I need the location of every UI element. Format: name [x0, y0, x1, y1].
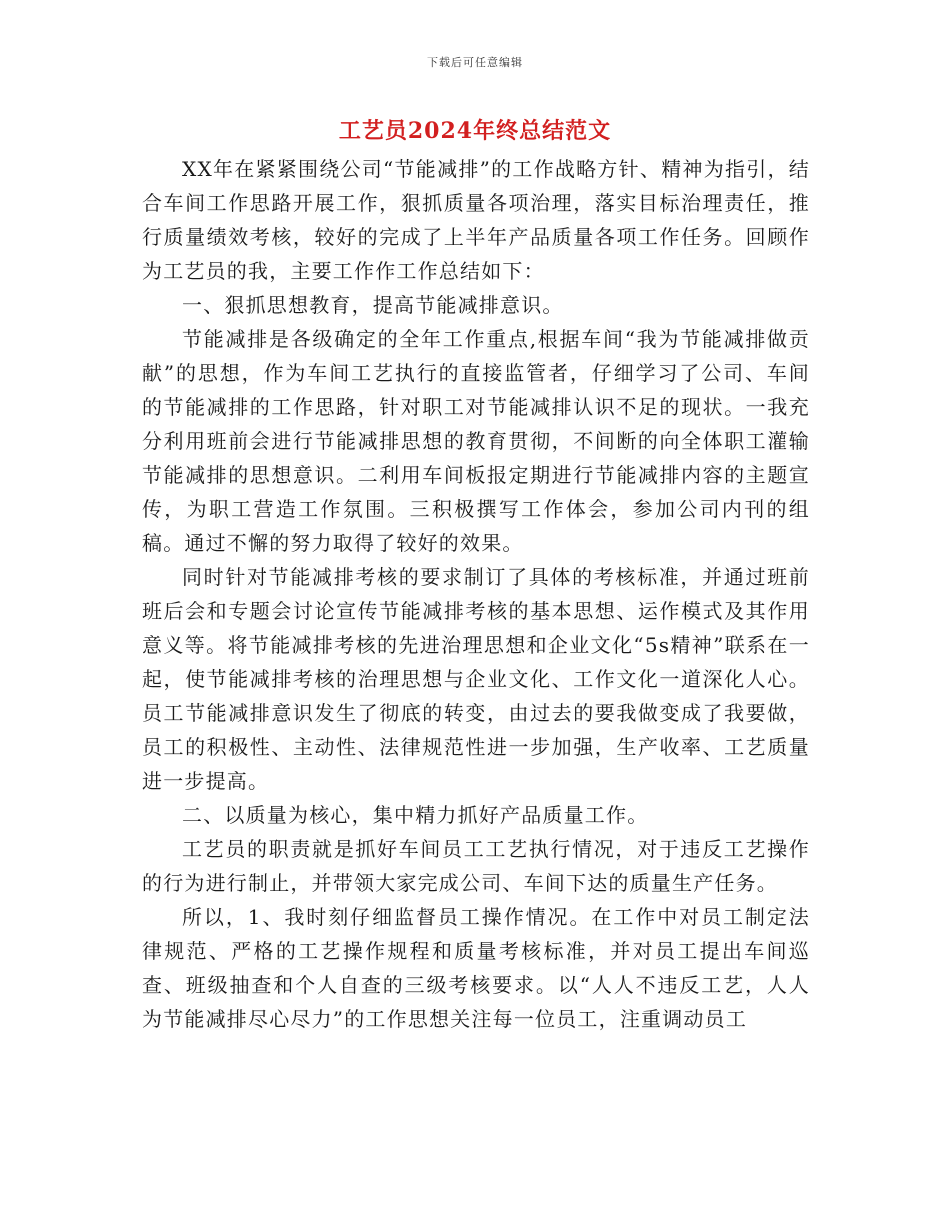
- section-heading-1: 一、狠抓思想教育，提高节能减排意识。: [182, 293, 564, 317]
- document-title: 工艺员2024年终总结范文: [338, 118, 612, 144]
- paragraph-intro: XX年在紧紧围绕公司“节能减排”的工作战略方针、精神为指引，结合车间工作思路开展工作，狠抓质量各项治理，落实目标治理责任，推行质量绩效考核，较好的完成了上半年产品质量各项工作任务。回顾作为工艺员的我，主要工作作工作总结如下：: [142, 157, 810, 283]
- header-note: 下载后可任意编辑: [427, 56, 523, 69]
- paragraph-4: 所以，1、我时刻仔细监督员工操作情况。在工作中对员工制定法律规范、严格的工艺操作规程和质量考核标准，并对员工提出车间巡查、班级抽查和个人自查的三级考核要求。以“人人不违反工艺，人人为节能减排尽心尽力”的工作思想关注每一位员工，注重调动员工: [142, 905, 810, 1031]
- paragraph-2: 同时针对节能减排考核的要求制订了具体的考核标准，并通过班前班后会和专题会讨论宣传节能减排考核的基本思想、运作模式及其作用意义等。将节能减排考核的先进治理思想和企业文化“5s精神”联系在一起，使节能减排考核的治理思想与企业文化、工作文化一道深化人心。员工节能减排意识发生了彻底的转变，由过去的要我做变成了我要做，员工的积极性、主动性、法律规范性进一步加强，生产收率、工艺质量进一步提高。: [142, 565, 810, 793]
- paragraph-1: 节能减排是各级确定的全年工作重点,根据车间“我为节能减排做贡献”的思想，作为车间工艺执行的直接监管者，仔细学习了公司、车间的节能减排的工作思路，针对职工对节能减排认识不足的现状。一我充分利用班前会进行节能减排思想的教育贯彻，不间断的向全体职工灌输节能减排的思想意识。二利用车间板报定期进行节能减排内容的主题宣传，为职工营造工作氛围。三积极撰写工作体会，参加公司内刊的组稿。通过不懈的努力取得了较好的效果。: [142, 327, 810, 555]
- section-heading-2: 二、以质量为核心，集中精力抓好产品质量工作。: [182, 803, 649, 827]
- document-body: [142, 152, 810, 1036]
- paragraph-3: 工艺员的职责就是抓好车间员工工艺执行情况，对于违反工艺操作的行为进行制止，并带领大家完成公司、车间下达的质量生产任务。: [142, 837, 810, 895]
